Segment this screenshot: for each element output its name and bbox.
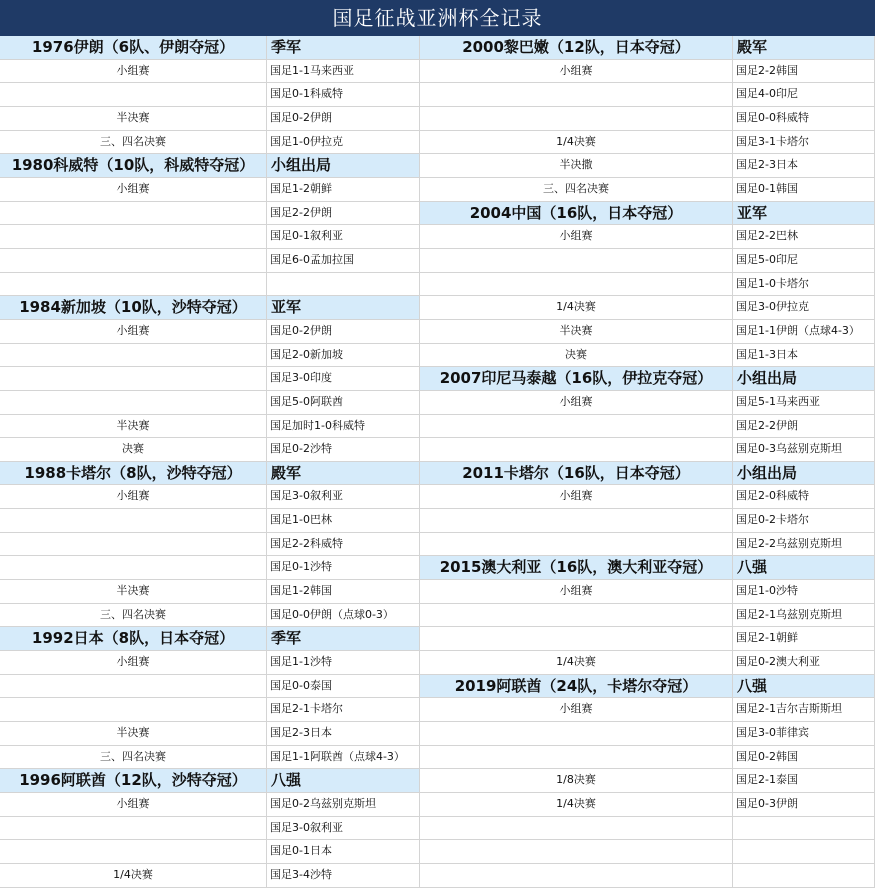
match-result: 国足2-1乌兹别克斯坦 xyxy=(733,604,875,628)
match-stage: 三、四名决赛 xyxy=(0,604,267,628)
match-result: 国足1-3日本 xyxy=(733,344,875,368)
match-result: 国足2-3日本 xyxy=(733,154,875,178)
tournament-header: 2000黎巴嫩（12队，日本夺冠） xyxy=(420,36,733,60)
match-result: 国足加时1-0科威特 xyxy=(267,415,420,439)
match-stage: 半决赛 xyxy=(420,320,733,344)
match-stage: 三、四名决赛 xyxy=(420,178,733,202)
match-result: 国足1-0卡塔尔 xyxy=(733,273,875,297)
match-stage: 1/8决赛 xyxy=(420,769,733,793)
tournament-header: 1980科威特（10队，科威特夺冠） xyxy=(0,154,267,178)
match-result: 国足3-0印度 xyxy=(267,367,420,391)
match-result: 国足2-1朝鲜 xyxy=(733,627,875,651)
match-result xyxy=(733,864,875,888)
match-result: 国足1-0伊拉克 xyxy=(267,131,420,155)
match-stage xyxy=(420,864,733,888)
match-result: 国足3-0叙利亚 xyxy=(267,817,420,841)
match-result: 国足0-0科威特 xyxy=(733,107,875,131)
match-stage xyxy=(0,83,267,107)
match-stage xyxy=(0,509,267,533)
match-result: 国足0-1叙利亚 xyxy=(267,225,420,249)
match-stage: 小组赛 xyxy=(420,391,733,415)
match-result: 国足1-1阿联酋（点球4-3） xyxy=(267,746,420,770)
match-result: 国足1-1伊朗（点球4-3） xyxy=(733,320,875,344)
match-result: 国足2-0科威特 xyxy=(733,485,875,509)
match-result: 国足2-1吉尔吉斯斯坦 xyxy=(733,698,875,722)
match-result xyxy=(267,273,420,297)
match-result: 国足1-0沙特 xyxy=(733,580,875,604)
right-stage-column xyxy=(420,36,733,888)
match-stage: 半决赛 xyxy=(0,415,267,439)
page-title: 国足征战亚洲杯全记录 xyxy=(0,0,875,36)
match-result: 国足2-2乌兹别克斯坦 xyxy=(733,533,875,557)
match-result: 国足0-1韩国 xyxy=(733,178,875,202)
tournament-placement: 季军 xyxy=(267,36,420,60)
match-stage xyxy=(0,225,267,249)
match-stage xyxy=(420,273,733,297)
tournament-placement: 殿军 xyxy=(267,462,420,486)
match-stage xyxy=(420,509,733,533)
left-result-column xyxy=(267,36,420,888)
match-result: 国足0-0泰国 xyxy=(267,675,420,699)
tournament-header: 1984新加坡（10队，沙特夺冠） xyxy=(0,296,267,320)
match-result: 国足2-3日本 xyxy=(267,722,420,746)
match-stage xyxy=(420,627,733,651)
tournament-header: 1976伊朗（6队、伊朗夺冠） xyxy=(0,36,267,60)
tournament-placement: 八强 xyxy=(733,556,875,580)
match-stage: 1/4决赛 xyxy=(420,131,733,155)
match-stage xyxy=(0,367,267,391)
match-result: 国足3-0叙利亚 xyxy=(267,485,420,509)
match-stage: 三、四名决赛 xyxy=(0,131,267,155)
tournament-placement: 亚军 xyxy=(267,296,420,320)
match-result: 国足0-3乌兹别克斯坦 xyxy=(733,438,875,462)
match-result: 国足2-0新加坡 xyxy=(267,344,420,368)
match-result: 国足0-2卡塔尔 xyxy=(733,509,875,533)
match-stage: 半决赛 xyxy=(0,722,267,746)
match-result: 国足0-0伊朗（点球0-3） xyxy=(267,604,420,628)
match-result: 国足1-1沙特 xyxy=(267,651,420,675)
match-result: 国足0-2韩国 xyxy=(733,746,875,770)
match-stage: 1/4决赛 xyxy=(420,793,733,817)
tournament-header: 2004中国（16队，日本夺冠） xyxy=(420,202,733,226)
match-stage xyxy=(0,202,267,226)
match-result: 国足4-0印尼 xyxy=(733,83,875,107)
match-stage xyxy=(420,746,733,770)
match-stage xyxy=(0,344,267,368)
match-result: 国足3-1卡塔尔 xyxy=(733,131,875,155)
match-result: 国足1-1马来西亚 xyxy=(267,60,420,84)
match-result: 国足0-2伊朗 xyxy=(267,107,420,131)
match-result: 国足0-2澳大利亚 xyxy=(733,651,875,675)
tournament-placement: 八强 xyxy=(733,675,875,699)
match-result: 国足0-2乌兹别克斯坦 xyxy=(267,793,420,817)
match-stage xyxy=(420,840,733,864)
match-stage: 小组赛 xyxy=(420,485,733,509)
match-stage xyxy=(0,675,267,699)
match-stage: 1/4决赛 xyxy=(420,296,733,320)
match-result: 国足0-2沙特 xyxy=(267,438,420,462)
match-stage xyxy=(0,249,267,273)
tournament-header: 2011卡塔尔（16队，日本夺冠） xyxy=(420,462,733,486)
match-result: 国足0-2伊朗 xyxy=(267,320,420,344)
match-result: 国足2-2伊朗 xyxy=(733,415,875,439)
match-stage xyxy=(0,391,267,415)
left-stage-column xyxy=(0,36,267,888)
tournament-placement: 八强 xyxy=(267,769,420,793)
match-result: 国足2-2科威特 xyxy=(267,533,420,557)
match-stage xyxy=(420,415,733,439)
match-stage: 半决赛 xyxy=(0,580,267,604)
match-stage xyxy=(420,533,733,557)
match-stage: 小组赛 xyxy=(0,793,267,817)
tournament-header: 1992日本（8队，日本夺冠） xyxy=(0,627,267,651)
match-stage: 小组赛 xyxy=(0,320,267,344)
match-stage xyxy=(420,438,733,462)
match-stage: 小组赛 xyxy=(0,485,267,509)
match-stage: 小组赛 xyxy=(420,580,733,604)
tournament-header: 2015澳大利亚（16队，澳大利亚夺冠） xyxy=(420,556,733,580)
match-result: 国足1-2朝鲜 xyxy=(267,178,420,202)
match-stage xyxy=(420,249,733,273)
match-result: 国足5-0阿联酋 xyxy=(267,391,420,415)
match-result: 国足0-1科威特 xyxy=(267,83,420,107)
match-result: 国足3-0伊拉克 xyxy=(733,296,875,320)
match-stage xyxy=(0,698,267,722)
match-stage: 半决赛 xyxy=(0,107,267,131)
match-stage xyxy=(0,817,267,841)
match-result: 国足2-2韩国 xyxy=(733,60,875,84)
match-result: 国足3-4沙特 xyxy=(267,864,420,888)
tournament-header: 1996阿联酋（12队，沙特夺冠） xyxy=(0,769,267,793)
match-stage: 小组赛 xyxy=(0,60,267,84)
match-result: 国足2-1泰国 xyxy=(733,769,875,793)
match-stage: 1/4决赛 xyxy=(0,864,267,888)
match-stage xyxy=(0,840,267,864)
match-result: 国足5-1马来西亚 xyxy=(733,391,875,415)
match-stage: 小组赛 xyxy=(420,60,733,84)
match-stage: 决赛 xyxy=(0,438,267,462)
tournament-placement: 殿军 xyxy=(733,36,875,60)
match-stage: 小组赛 xyxy=(0,178,267,202)
tournament-placement: 亚军 xyxy=(733,202,875,226)
tournament-placement: 季军 xyxy=(267,627,420,651)
match-stage xyxy=(0,273,267,297)
match-result: 国足2-2伊朗 xyxy=(267,202,420,226)
match-stage: 决赛 xyxy=(420,344,733,368)
match-result xyxy=(733,817,875,841)
match-stage: 1/4决赛 xyxy=(420,651,733,675)
right-result-column xyxy=(733,36,875,888)
match-stage: 三、四名决赛 xyxy=(0,746,267,770)
tournament-placement: 小组出局 xyxy=(267,154,420,178)
match-stage: 小组赛 xyxy=(420,225,733,249)
match-stage xyxy=(420,107,733,131)
match-result: 国足0-3伊朗 xyxy=(733,793,875,817)
match-stage: 小组赛 xyxy=(420,698,733,722)
match-result: 国足6-0孟加拉国 xyxy=(267,249,420,273)
match-stage xyxy=(420,83,733,107)
match-result: 国足0-1日本 xyxy=(267,840,420,864)
match-result xyxy=(733,840,875,864)
tournament-header: 2007印尼马泰越（16队，伊拉克夺冠） xyxy=(420,367,733,391)
match-stage: 小组赛 xyxy=(0,651,267,675)
match-stage xyxy=(420,722,733,746)
match-stage xyxy=(420,604,733,628)
match-result: 国足1-0巴林 xyxy=(267,509,420,533)
match-result: 国足3-0菲律宾 xyxy=(733,722,875,746)
match-stage xyxy=(420,817,733,841)
match-result: 国足0-1沙特 xyxy=(267,556,420,580)
tournament-placement: 小组出局 xyxy=(733,462,875,486)
match-result: 国足1-2韩国 xyxy=(267,580,420,604)
match-result: 国足5-0印尼 xyxy=(733,249,875,273)
tournament-placement: 小组出局 xyxy=(733,367,875,391)
match-stage xyxy=(0,533,267,557)
match-result: 国足2-2巴林 xyxy=(733,225,875,249)
match-result: 国足2-1卡塔尔 xyxy=(267,698,420,722)
match-stage xyxy=(0,556,267,580)
tournament-header: 1988卡塔尔（8队，沙特夺冠） xyxy=(0,462,267,486)
tournament-header: 2019阿联酋（24队，卡塔尔夺冠） xyxy=(420,675,733,699)
match-stage: 半决撒 xyxy=(420,154,733,178)
